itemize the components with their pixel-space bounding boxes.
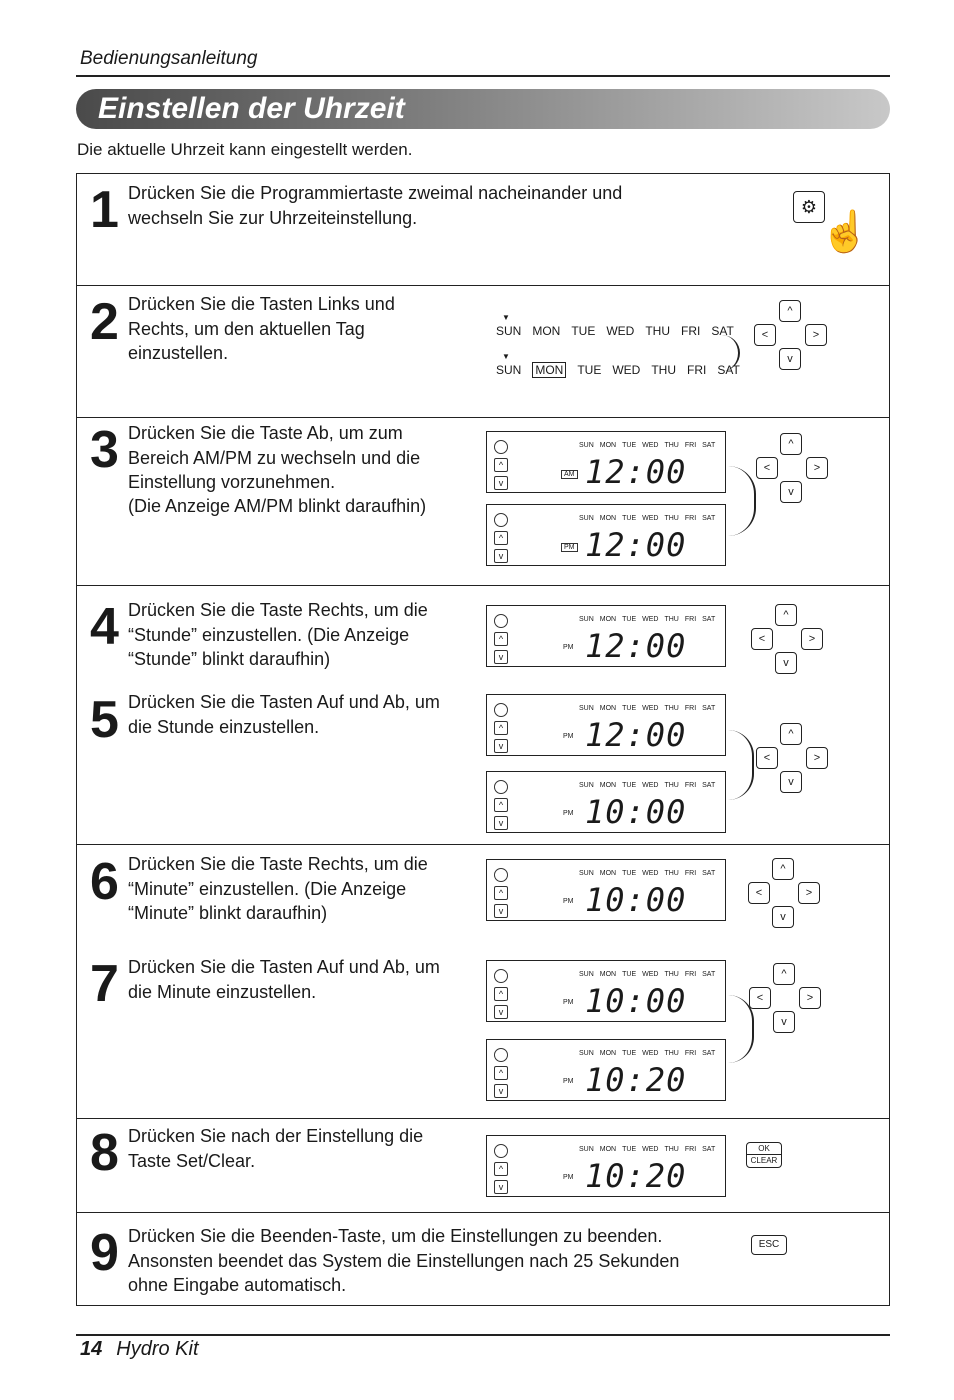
up-icon: ^ (494, 1066, 508, 1080)
down-button-icon: v (775, 652, 797, 674)
footer-rule (76, 1334, 890, 1336)
down-icon: v (494, 549, 508, 563)
time-readout: 10:00 (585, 881, 687, 919)
time-readout: 10:20 (585, 1157, 687, 1195)
left-button-icon: < (751, 628, 773, 650)
up-icon: ^ (494, 458, 508, 472)
down-icon: v (494, 1084, 508, 1098)
time-readout: 10:20 (585, 1061, 687, 1099)
down-icon: v (494, 739, 508, 753)
day-label: WED (612, 363, 641, 377)
step-number: 5 (90, 691, 119, 749)
marker-down-icon: ▼ (502, 313, 510, 322)
lcd-days: SUN MON TUE WED THU FRI SAT (579, 616, 716, 623)
down-button-icon: v (779, 348, 801, 370)
time-readout: 12:00 (585, 627, 687, 665)
lcd-days: SUN MON TUE WED THU FRI SAT (579, 1146, 716, 1153)
lcd-days: SUN MON TUE WED THU FRI SAT (579, 515, 716, 522)
step-number: 7 (90, 955, 119, 1013)
clock-icon (494, 614, 508, 628)
day-label: SUN (496, 363, 522, 377)
down-icon: v (494, 1180, 508, 1194)
step-text: Drücken Sie die Beenden-Taste, um die Einstellungen zu beenden. Ansonsten beendet das System die Einstellungen nach 25 Sekunden ohne Eingabe automatisch. (128, 1226, 680, 1295)
day-label: SUN (496, 324, 522, 338)
clock-icon (494, 513, 508, 527)
step-text: Drücken Sie die Programmiertaste zweimal nacheinander und wechseln Sie zur Uhrzeiteinstellung. (128, 183, 623, 228)
lcd-days: SUN MON TUE WED THU FRI SAT (579, 870, 716, 877)
down-button-icon: v (772, 906, 794, 928)
page-number: 14 (80, 1338, 103, 1360)
lcd-display (486, 605, 726, 667)
divider (76, 285, 890, 286)
lcd-display (486, 960, 726, 1022)
pm-indicator: PM (561, 543, 578, 552)
down-icon: v (494, 904, 508, 918)
right-button-icon: > (805, 324, 827, 346)
product-name: Hydro Kit (116, 1338, 199, 1360)
up-button-icon: ^ (779, 300, 801, 322)
pm-indicator: PM (563, 898, 574, 905)
up-button-icon: ^ (780, 433, 802, 455)
down-icon: v (494, 650, 508, 664)
left-button-icon: < (748, 882, 770, 904)
pm-indicator: PM (563, 1078, 574, 1085)
right-button-icon: > (806, 747, 828, 769)
divider (76, 417, 890, 418)
step-number: 3 (90, 421, 119, 479)
clock-icon (494, 703, 508, 717)
step-number: 6 (90, 853, 119, 911)
up-icon: ^ (494, 987, 508, 1001)
lcd-display (486, 1135, 726, 1197)
pm-indicator: PM (563, 999, 574, 1006)
up-icon: ^ (494, 721, 508, 735)
day-label: SAT (711, 324, 734, 338)
day-row (496, 324, 745, 338)
up-button-icon: ^ (780, 723, 802, 745)
lcd-display (486, 504, 726, 566)
day-label: FRI (681, 324, 701, 338)
day-label: TUE (571, 324, 596, 338)
left-button-icon: < (756, 747, 778, 769)
esc-key-icon: ESC (751, 1235, 787, 1255)
day-row (496, 362, 751, 378)
clock-icon (494, 1144, 508, 1158)
day-label: WED (606, 324, 635, 338)
day-label: THU (651, 363, 677, 377)
lcd-display (486, 694, 726, 756)
section-title: Einstellen der Uhrzeit (98, 92, 405, 125)
lcd-display (486, 1039, 726, 1101)
time-readout: 12:00 (585, 526, 687, 564)
up-icon: ^ (494, 798, 508, 812)
document-label: Bedienungsanleitung (80, 48, 258, 69)
down-button-icon: v (780, 481, 802, 503)
step-text: Drücken Sie die Taste Rechts, um die “Stunde” einzustellen. (Die Anzeige “Stunde” blinkt daraufhin) (128, 600, 428, 669)
lcd-display (486, 431, 726, 493)
up-icon: ^ (494, 1162, 508, 1176)
up-icon: ^ (494, 632, 508, 646)
time-readout: 10:00 (585, 982, 687, 1020)
hand-pointer-icon: ☝ (820, 210, 870, 254)
day-label-selected: MON (532, 362, 566, 378)
up-icon: ^ (494, 886, 508, 900)
pm-indicator: PM (563, 810, 574, 817)
lcd-days: SUN MON TUE WED THU FRI SAT (579, 971, 716, 978)
step-number: 2 (90, 293, 119, 351)
right-button-icon: > (799, 987, 821, 1009)
step-text: Drücken Sie die Taste Ab, um zum Bereich AM/PM zu wechseln und die Einstellung vorzunehmen. (128, 423, 421, 492)
program-gear-icon: ⚙ (793, 191, 825, 223)
footer (80, 1338, 199, 1361)
header-rule (76, 75, 890, 77)
step-text: Drücken Sie die Tasten Auf und Ab, um die Stunde einzustellen. (128, 692, 440, 737)
marker-down-icon: ▼ (502, 352, 510, 361)
lcd-display (486, 771, 726, 833)
step-number: 1 (90, 181, 119, 239)
time-readout: 12:00 (585, 453, 687, 491)
step-number: 4 (90, 598, 119, 656)
divider (76, 844, 890, 845)
down-icon: v (494, 1005, 508, 1019)
clock-icon (494, 868, 508, 882)
time-readout: 12:00 (585, 716, 687, 754)
down-button-icon: v (780, 771, 802, 793)
lcd-display (486, 859, 726, 921)
pm-indicator: PM (563, 644, 574, 651)
down-button-icon: v (773, 1011, 795, 1033)
left-button-icon: < (754, 324, 776, 346)
day-label: FRI (687, 363, 707, 377)
clock-icon (494, 969, 508, 983)
up-button-icon: ^ (773, 963, 795, 985)
divider (76, 1118, 890, 1119)
day-label: TUE (577, 363, 602, 377)
lcd-days: SUN MON TUE WED THU FRI SAT (579, 705, 716, 712)
pm-indicator: PM (563, 1174, 574, 1181)
divider (76, 585, 890, 586)
day-label: THU (645, 324, 671, 338)
step-number: 8 (90, 1124, 119, 1182)
lcd-days: SUN MON TUE WED THU FRI SAT (579, 782, 716, 789)
pm-indicator: PM (563, 733, 574, 740)
day-label: MON (532, 324, 561, 338)
step-text: Drücken Sie nach der Einstellung die Taste Set/Clear. (128, 1126, 424, 1171)
step-note: (Die Anzeige AM/PM blinkt daraufhin) (128, 496, 427, 516)
down-icon: v (494, 476, 508, 490)
intro-text: Die aktuelle Uhrzeit kann eingestellt werden. (77, 140, 413, 159)
day-label: SAT (717, 363, 740, 377)
clock-icon (494, 780, 508, 794)
step-text: Drücken Sie die Tasten Links und Rechts, um den aktuellen Tag einzustellen. (128, 294, 395, 363)
section-title-bar (76, 89, 890, 129)
lcd-days: SUN MON TUE WED THU FRI SAT (579, 1050, 716, 1057)
time-readout: 10:00 (585, 793, 687, 831)
up-button-icon: ^ (775, 604, 797, 626)
divider (76, 1212, 890, 1213)
am-indicator: AM (561, 470, 578, 479)
step-number: 9 (90, 1224, 119, 1282)
ok-clear-key-icon: OK CLEAR (746, 1142, 782, 1168)
clock-icon (494, 1048, 508, 1062)
right-button-icon: > (806, 457, 828, 479)
lcd-days: SUN MON TUE WED THU FRI SAT (579, 442, 716, 449)
down-icon: v (494, 816, 508, 830)
left-button-icon: < (749, 987, 771, 1009)
up-icon: ^ (494, 531, 508, 545)
step-text: Drücken Sie die Tasten Auf und Ab, um die Minute einzustellen. (128, 957, 440, 1002)
up-button-icon: ^ (772, 858, 794, 880)
clock-icon (494, 440, 508, 454)
left-button-icon: < (756, 457, 778, 479)
step-text: Drücken Sie die Taste Rechts, um die “Minute” einzustellen. (Die Anzeige “Minute” blinkt daraufhin) (128, 854, 428, 923)
right-button-icon: > (801, 628, 823, 650)
right-button-icon: > (798, 882, 820, 904)
